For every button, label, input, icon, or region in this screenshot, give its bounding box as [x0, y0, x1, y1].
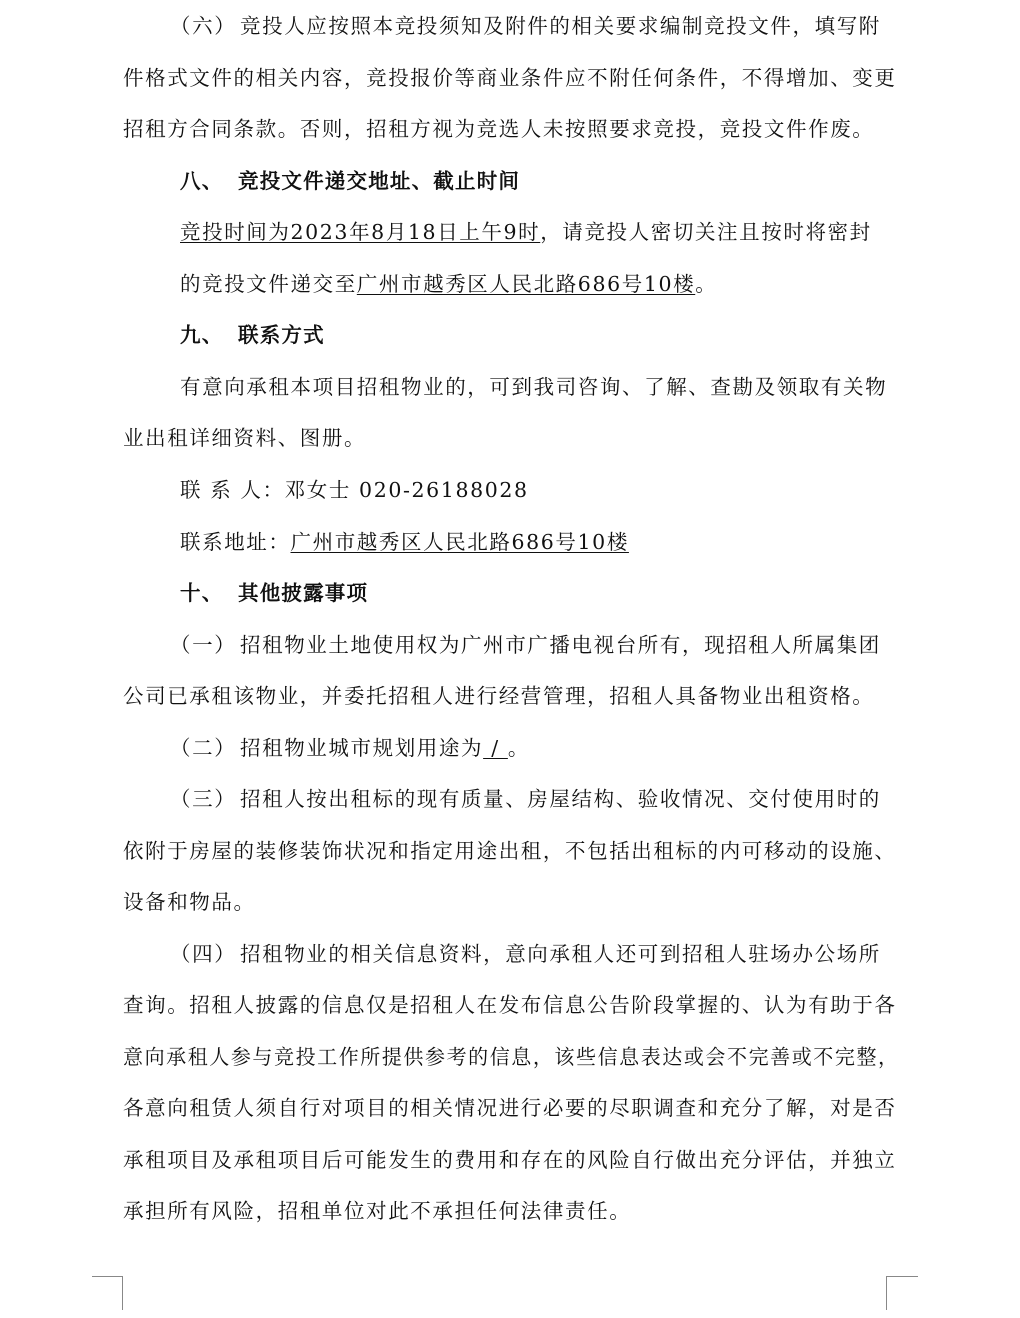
- crop-mark-left-vertical: [122, 1276, 123, 1310]
- clause-10-3-line-3: 设备和物品。: [123, 890, 256, 914]
- clause-6-line-3: 招租方合同条款。否则，招租方视为竞选人未按照要求竞投，竞投文件作废。: [123, 117, 875, 141]
- clause-10-1-text: 招租物业土地使用权为广州市广播电视台所有，现招租人所属集团: [240, 633, 881, 657]
- clause-10-1-line-2: 公司已承租该物业，并委托招租人进行经营管理，招租人具备物业出租资格。: [123, 684, 875, 708]
- clause-10-2-pre: 招租物业城市规划用途为: [240, 736, 484, 760]
- clause-10-3-number: （三）: [170, 787, 237, 811]
- clause-10-4-text: 招租物业的相关信息资料，意向承租人还可到招租人驻场办公场所: [240, 942, 881, 966]
- clause-10-4-line-2: 查询。招租人披露的信息仅是招租人在发布信息公告阶段掌握的、认为有助于各: [123, 993, 897, 1017]
- clause-10-4-line-1: [170, 942, 881, 966]
- clause-10-4-number: （四）: [170, 942, 237, 966]
- clause-10-4-line-5: 承租项目及承租项目后可能发生的费用和存在的风险自行做出充分评估，并独立: [123, 1148, 897, 1172]
- contact-address-line: [180, 530, 629, 554]
- crop-mark-right-vertical: [886, 1276, 887, 1310]
- section-8-title: 竞投文件递交地址、截止时间: [238, 169, 521, 193]
- clause-10-1-number: （一）: [170, 633, 237, 657]
- section-8-line-2-post: 。: [695, 272, 718, 296]
- crop-mark-left-horizontal: [92, 1276, 123, 1277]
- clause-10-4-line-6: 承担所有风险，招租单位对此不承担任何法律责任。: [123, 1199, 632, 1223]
- section-8-line-1: [180, 220, 872, 244]
- section-9-heading: [180, 323, 325, 347]
- clause-6-line-1: [170, 14, 881, 38]
- clause-10-2-line: [170, 736, 530, 760]
- clause-6-line-2: 件格式文件的相关内容，竞投报价等商业条件应不附任何条件，不得增加、变更: [123, 66, 897, 90]
- contact-person-value: 邓女士 020-26188028: [284, 478, 529, 502]
- contact-person-label: 联 系 人：: [180, 478, 285, 502]
- planned-use-value: /: [483, 736, 508, 760]
- section-8-heading: [180, 169, 520, 193]
- section-10-title: 其他披露事项: [238, 581, 369, 605]
- crop-mark-right-horizontal: [886, 1276, 918, 1277]
- submission-address: 广州市越秀区人民北路686号10楼: [356, 272, 696, 296]
- clause-10-2-number: （二）: [170, 736, 237, 760]
- clause-10-3-text: 招租人按出租标的现有质量、房屋结构、验收情况、交付使用时的: [240, 787, 881, 811]
- section-8-number: 八、: [180, 169, 224, 193]
- clause-6-number: （六）: [170, 14, 237, 38]
- contact-address-label: 联系地址：: [180, 530, 291, 554]
- clause-10-1-line-1: [170, 633, 881, 657]
- clause-10-3-line-2: 依附于房屋的装修装饰状况和指定用途出租，不包括出租标的内可移动的设施、: [123, 839, 897, 863]
- clause-10-4-line-3: 意向承租人参与竞投工作所提供参考的信息，该些信息表达或会不完善或不完整，: [123, 1045, 900, 1069]
- bid-time-text: 竞投时间为2023年8月18日上午9时: [180, 220, 541, 244]
- contact-person-line: [180, 478, 529, 502]
- section-10-heading: [180, 581, 368, 605]
- clause-6-text: 竞投人应按照本竞投须知及附件的相关要求编制竞投文件，填写附: [240, 14, 881, 38]
- clause-10-4-line-4: 各意向租赁人须自行对项目的相关情况进行必要的尽职调查和充分了解，对是否: [123, 1096, 897, 1120]
- section-9-title: 联系方式: [238, 323, 325, 347]
- section-8-line-1-rest: ，请竞投人密切关注且按时将密封: [540, 220, 872, 244]
- contact-address-value: 广州市越秀区人民北路686号10楼: [290, 530, 629, 554]
- section-9-para-line-2: 业出租详细资料、图册。: [123, 426, 367, 450]
- section-8-line-2-pre: 的竞投文件递交至: [180, 272, 357, 296]
- section-9-para-line-1: 有意向承租本项目招租物业的，可到我司咨询、了解、查勘及领取有关物: [180, 375, 888, 399]
- clause-10-3-line-1: [170, 787, 881, 811]
- section-10-number: 十、: [180, 581, 224, 605]
- clause-10-2-post: 。: [507, 736, 530, 760]
- section-8-line-2: [180, 272, 717, 296]
- section-9-number: 九、: [180, 323, 224, 347]
